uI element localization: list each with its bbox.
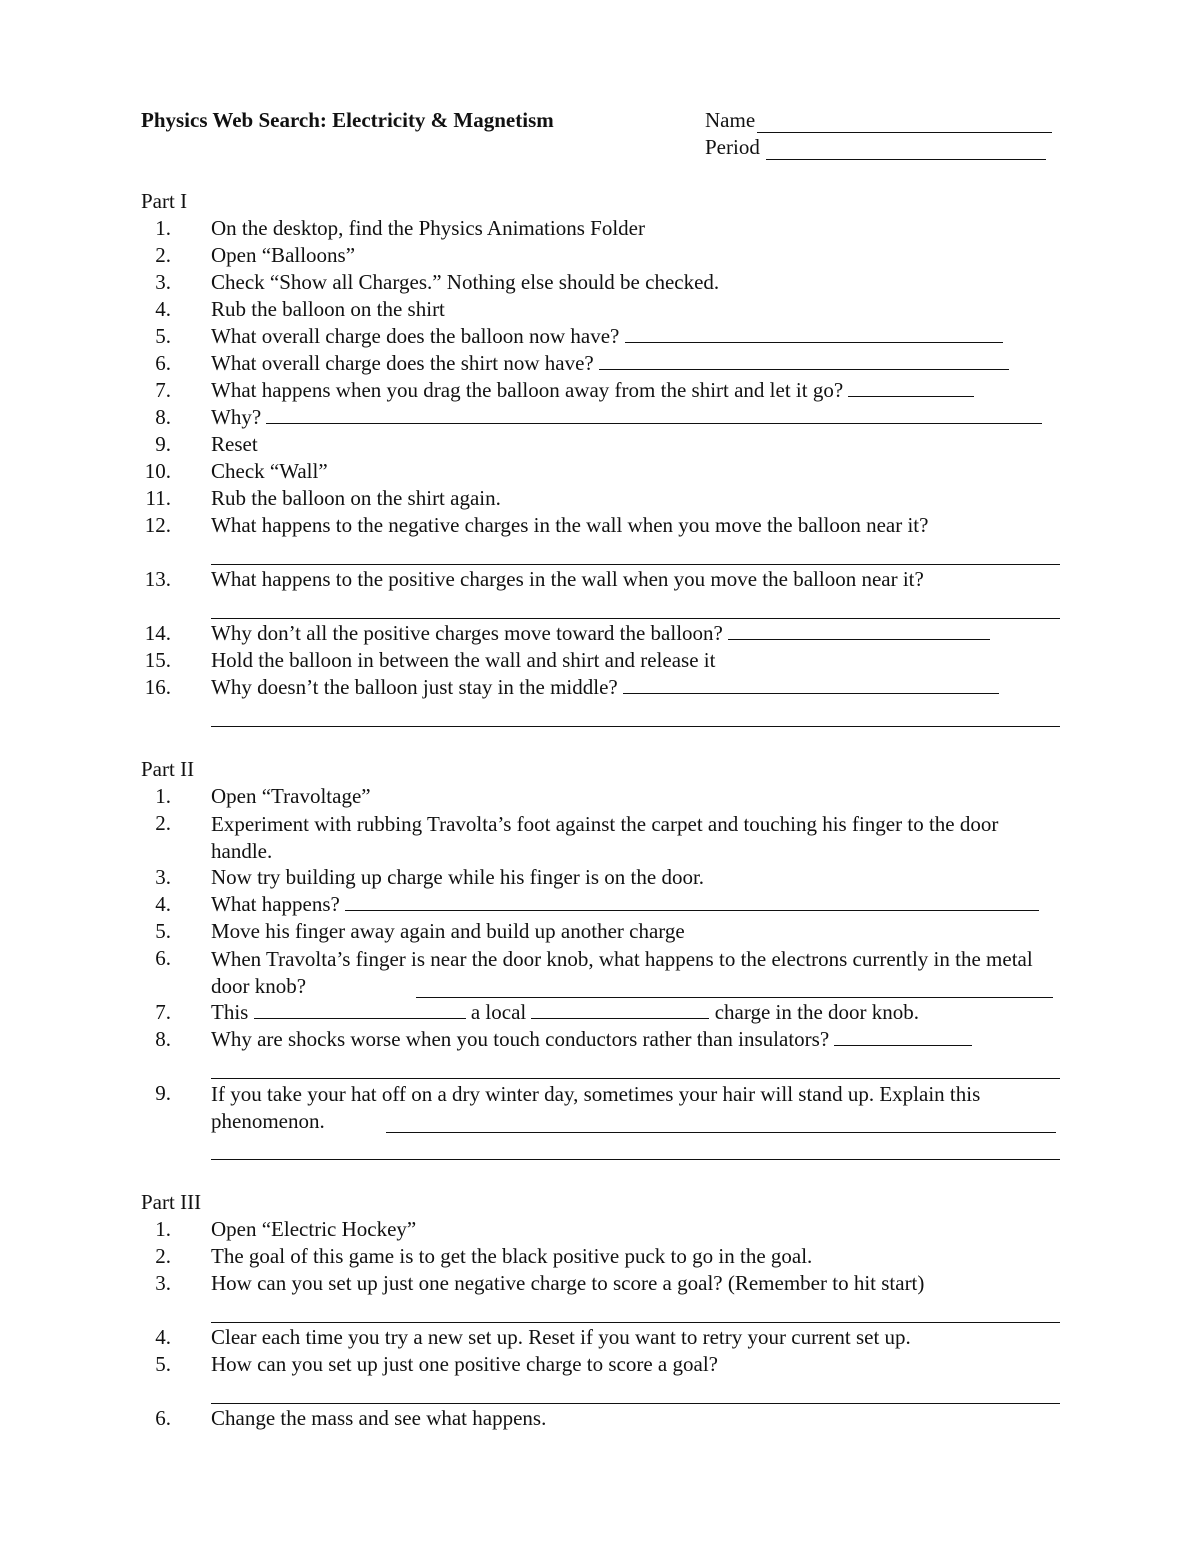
item-line bbox=[211, 1000, 1061, 1025]
item-text: Change the mass and see what happens. bbox=[211, 1406, 547, 1430]
answer-blank[interactable] bbox=[834, 1027, 972, 1046]
item-number: 5. bbox=[155, 919, 171, 943]
item-text-end: charge in the door knob. bbox=[714, 1000, 920, 1024]
item-text: Check “Show all Charges.” Nothing else should be checked. bbox=[211, 270, 720, 294]
item-text: Open “Balloons” bbox=[211, 243, 356, 267]
item-number: 9. bbox=[155, 1081, 171, 1105]
item-number: 5. bbox=[155, 324, 171, 348]
item-text: Experiment with rubbing Travolta’s foot against the carpet and touching his finger to the door handle. bbox=[211, 812, 999, 863]
part-2-label: Part II bbox=[141, 757, 195, 781]
item-text: When Travolta’s finger is near the door knob, what happens to the electrons currently in the metal door knob? bbox=[211, 947, 1033, 998]
item-number: 15. bbox=[144, 648, 171, 672]
item-number: 2. bbox=[155, 1244, 171, 1268]
item-text: What happens when you drag the balloon away from the shirt and let it go? bbox=[211, 378, 844, 402]
item-line bbox=[211, 1027, 1061, 1052]
item-number: 12. bbox=[144, 513, 171, 537]
period-label: Period bbox=[705, 135, 760, 159]
name-blank[interactable] bbox=[757, 110, 1052, 133]
item-number: 8. bbox=[155, 1027, 171, 1051]
part-3-label: Part III bbox=[141, 1190, 202, 1214]
item-line bbox=[211, 675, 1061, 700]
item-line bbox=[211, 324, 1061, 349]
item-number: 1. bbox=[155, 216, 171, 240]
item-text-start: This bbox=[211, 1000, 249, 1024]
item-number: 11. bbox=[145, 486, 171, 510]
answer-blank[interactable] bbox=[625, 324, 1003, 343]
answer-line[interactable] bbox=[416, 997, 1053, 998]
item-number: 13. bbox=[144, 567, 171, 591]
answer-line[interactable] bbox=[211, 1078, 1060, 1079]
item-text: On the desktop, find the Physics Animations Folder bbox=[211, 216, 645, 240]
item-number: 6. bbox=[155, 946, 171, 970]
item-number: 5. bbox=[155, 1352, 171, 1376]
item-text-middle: a local bbox=[470, 1000, 527, 1024]
answer-line[interactable] bbox=[211, 1322, 1060, 1323]
item-text: How can you set up just one negative charge to score a goal? (Remember to hit start) bbox=[211, 1271, 925, 1295]
item-text: Rub the balloon on the shirt again. bbox=[211, 486, 501, 510]
item-number: 4. bbox=[155, 1325, 171, 1349]
answer-blank[interactable] bbox=[531, 1000, 709, 1019]
item-text: How can you set up just one positive charge to score a goal? bbox=[211, 1352, 718, 1376]
item-line bbox=[211, 378, 1061, 403]
item-line bbox=[211, 892, 1061, 917]
item-number: 2. bbox=[155, 243, 171, 267]
item-number: 3. bbox=[155, 1271, 171, 1295]
item-text: Check “Wall” bbox=[211, 459, 328, 483]
item-text: What overall charge does the shirt now have? bbox=[211, 351, 594, 375]
name-label: Name bbox=[705, 108, 756, 132]
answer-line[interactable] bbox=[211, 564, 1060, 565]
answer-line[interactable] bbox=[386, 1132, 1056, 1133]
item-number: 2. bbox=[155, 811, 171, 835]
item-text: Open “Electric Hockey” bbox=[211, 1217, 417, 1241]
answer-line[interactable] bbox=[211, 618, 1060, 619]
item-text: If you take your hat off on a dry winter day, sometimes your hair will stand up. Explain this phenomenon. bbox=[211, 1082, 981, 1133]
item-text: Reset bbox=[211, 432, 258, 456]
answer-line[interactable] bbox=[211, 726, 1060, 727]
item-number: 10. bbox=[144, 459, 171, 483]
item-text: What happens to the negative charges in the wall when you move the balloon near it? bbox=[211, 513, 929, 537]
period-blank[interactable] bbox=[766, 137, 1046, 160]
item-number: 4. bbox=[155, 297, 171, 321]
period-field-row bbox=[705, 135, 1046, 160]
item-text: Hold the balloon in between the wall and shirt and release it bbox=[211, 648, 716, 672]
item-text: What happens? bbox=[211, 892, 340, 916]
item-text: Why are shocks worse when you touch conductors rather than insulators? bbox=[211, 1027, 830, 1051]
answer-blank[interactable] bbox=[623, 675, 999, 694]
item-text: Open “Travoltage” bbox=[211, 784, 371, 808]
item-text: Move his finger away again and build up another charge bbox=[211, 919, 685, 943]
item-number: 6. bbox=[155, 1406, 171, 1430]
answer-line[interactable] bbox=[211, 1159, 1060, 1160]
item-number: 3. bbox=[155, 270, 171, 294]
name-field-row bbox=[705, 108, 1052, 133]
worksheet-title: Physics Web Search: Electricity & Magnetism bbox=[141, 108, 554, 132]
answer-blank[interactable] bbox=[254, 1000, 466, 1019]
item-text: The goal of this game is to get the black positive puck to go in the goal. bbox=[211, 1244, 813, 1268]
item-text: Why don’t all the positive charges move toward the balloon? bbox=[211, 621, 723, 645]
item-text: Why? bbox=[211, 405, 262, 429]
item-number: 1. bbox=[155, 1217, 171, 1241]
item-text: Clear each time you try a new set up. Reset if you want to retry your current set up. bbox=[211, 1325, 911, 1349]
item-number: 16. bbox=[144, 675, 171, 699]
item-number: 8. bbox=[155, 405, 171, 429]
item-line bbox=[211, 405, 1061, 430]
part-1-label: Part I bbox=[141, 189, 188, 213]
answer-blank[interactable] bbox=[599, 351, 1009, 370]
item-number: 1. bbox=[155, 784, 171, 808]
item-line bbox=[211, 621, 1061, 646]
item-number: 4. bbox=[155, 892, 171, 916]
item-number: 9. bbox=[155, 432, 171, 456]
item-text: Now try building up charge while his finger is on the door. bbox=[211, 865, 705, 889]
answer-blank[interactable] bbox=[848, 378, 974, 397]
item-line bbox=[211, 351, 1061, 376]
answer-blank[interactable] bbox=[728, 621, 990, 640]
item-text: Why doesn’t the balloon just stay in the middle? bbox=[211, 675, 618, 699]
item-text: What happens to the positive charges in the wall when you move the balloon near it? bbox=[211, 567, 924, 591]
item-text: Rub the balloon on the shirt bbox=[211, 297, 445, 321]
item-number: 3. bbox=[155, 865, 171, 889]
item-number: 7. bbox=[155, 1000, 171, 1024]
item-number: 6. bbox=[155, 351, 171, 375]
answer-blank[interactable] bbox=[345, 892, 1039, 911]
item-number: 14. bbox=[144, 621, 171, 645]
item-number: 7. bbox=[155, 378, 171, 402]
answer-blank[interactable] bbox=[266, 405, 1042, 424]
answer-line[interactable] bbox=[211, 1403, 1060, 1404]
item-text: What overall charge does the balloon now have? bbox=[211, 324, 620, 348]
